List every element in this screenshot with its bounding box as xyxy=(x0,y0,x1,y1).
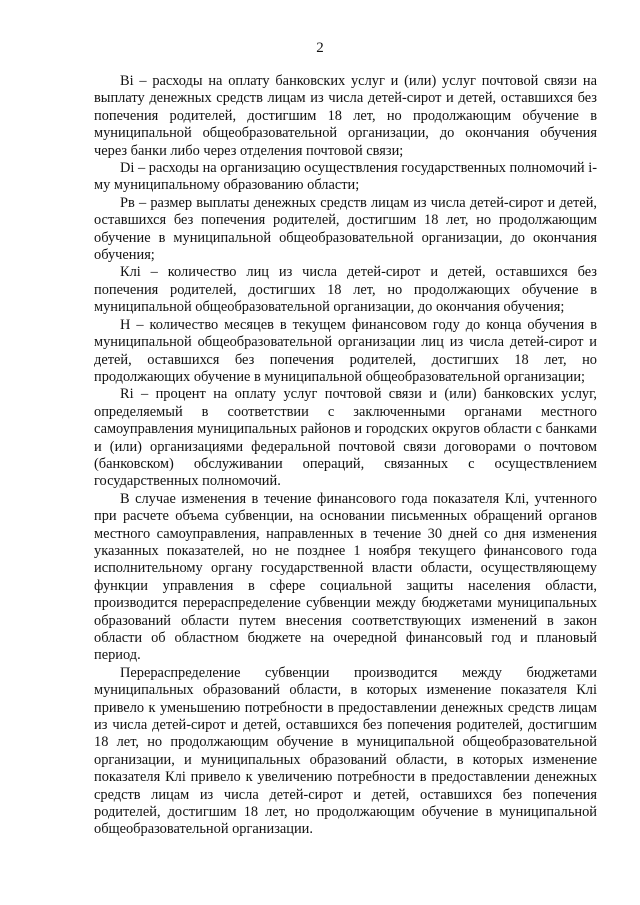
definition-bi: Bi – расходы на оплату банковских услуг и (или) услуг почтовой связи на выплату денежных средств лицам из числа детей-сирот и детей, оставшихся без попечения родителей, достигшим 18 лет, но продолжающим обучение в муниципальной общеобразовательной организации, до окончания обучения через банки либо через отделения почтовой связи; xyxy=(94,73,597,159)
definition-kli: Клi – количество лиц из числа детей-сирот и детей, оставшихся без попечения родителей, достигших 18 лет, но продолжающих обучение в муниципальной общеобразовательной организации, до окончания обучения; xyxy=(94,264,597,316)
definition-rv: Рв – размер выплаты денежных средств лицам из числа детей-сирот и детей, оставшихся без попечения родителей, достигшим 18 лет, но продолжающим обучение в муниципальной общеобразовательной организации, до окончания обучения; xyxy=(94,194,597,264)
definition-ri: Ri – процент на оплату услуг почтовой связи и (или) банковских услуг, определяемый в соответствии с заключенными органами местного самоуправления муниципальных районов и городских округов области с банками и (или) организациями федеральной почтовой связи договорами о почтовом (банковском) обслуживании операций, связанных с осуществлением государственных полномочий. xyxy=(94,386,597,490)
document-body xyxy=(94,73,597,839)
paragraph-indicator-change: В случае изменения в течение финансового года показателя Клi, учтенного при расчете объема субвенции, на основании письменных обращений органов местного самоуправления, направленных в течение 30 дней со дня изменения указанных показателей, но не позднее 1 ноября текущего финансового года исполнительному органу государственной власти области, осуществляющему функции управления в сфере социальной защиты населения области, производится перераспределение субвенции между бюджетами муниципальных образований области путем внесения соответствующих изменений в закон области об областном бюджете на очередной финансовый год и плановый период. xyxy=(94,490,597,664)
definition-n: Н – количество месяцев в текущем финансовом году до конца обучения в муниципальной общеобразовательной организации лиц из числа детей-сирот и детей, оставшихся без попечения родителей, достигших 18 лет, но продолжающих обучение в муниципальной общеобразовательной организации; xyxy=(94,316,597,385)
page-number: 2 xyxy=(316,40,324,56)
paragraph-redistribution: Перераспределение субвенции производится между бюджетами муниципальных образований области, в которых изменение показателя Клi привело к уменьшению потребности в предоставлении денежных средств лицам из числа детей-сирот и детей, оставшихся без попечения родителей, достигшим 18 лет, но продолжающим обучение в муниципальной общеобразовательной организации, и муниципальных образований области, в которых изменение показателя Клi привело к увеличению потребности в предоставлении денежных средств лицам из числа детей-сирот и детей, оставшихся без попечения родителей, достигшим 18 лет, но продолжающим обучение в муниципальной общеобразовательной организации. xyxy=(94,664,597,838)
definition-di: Di – расходы на организацию осуществления государственных полномочий i-му муниципальному образованию области; xyxy=(94,160,598,194)
